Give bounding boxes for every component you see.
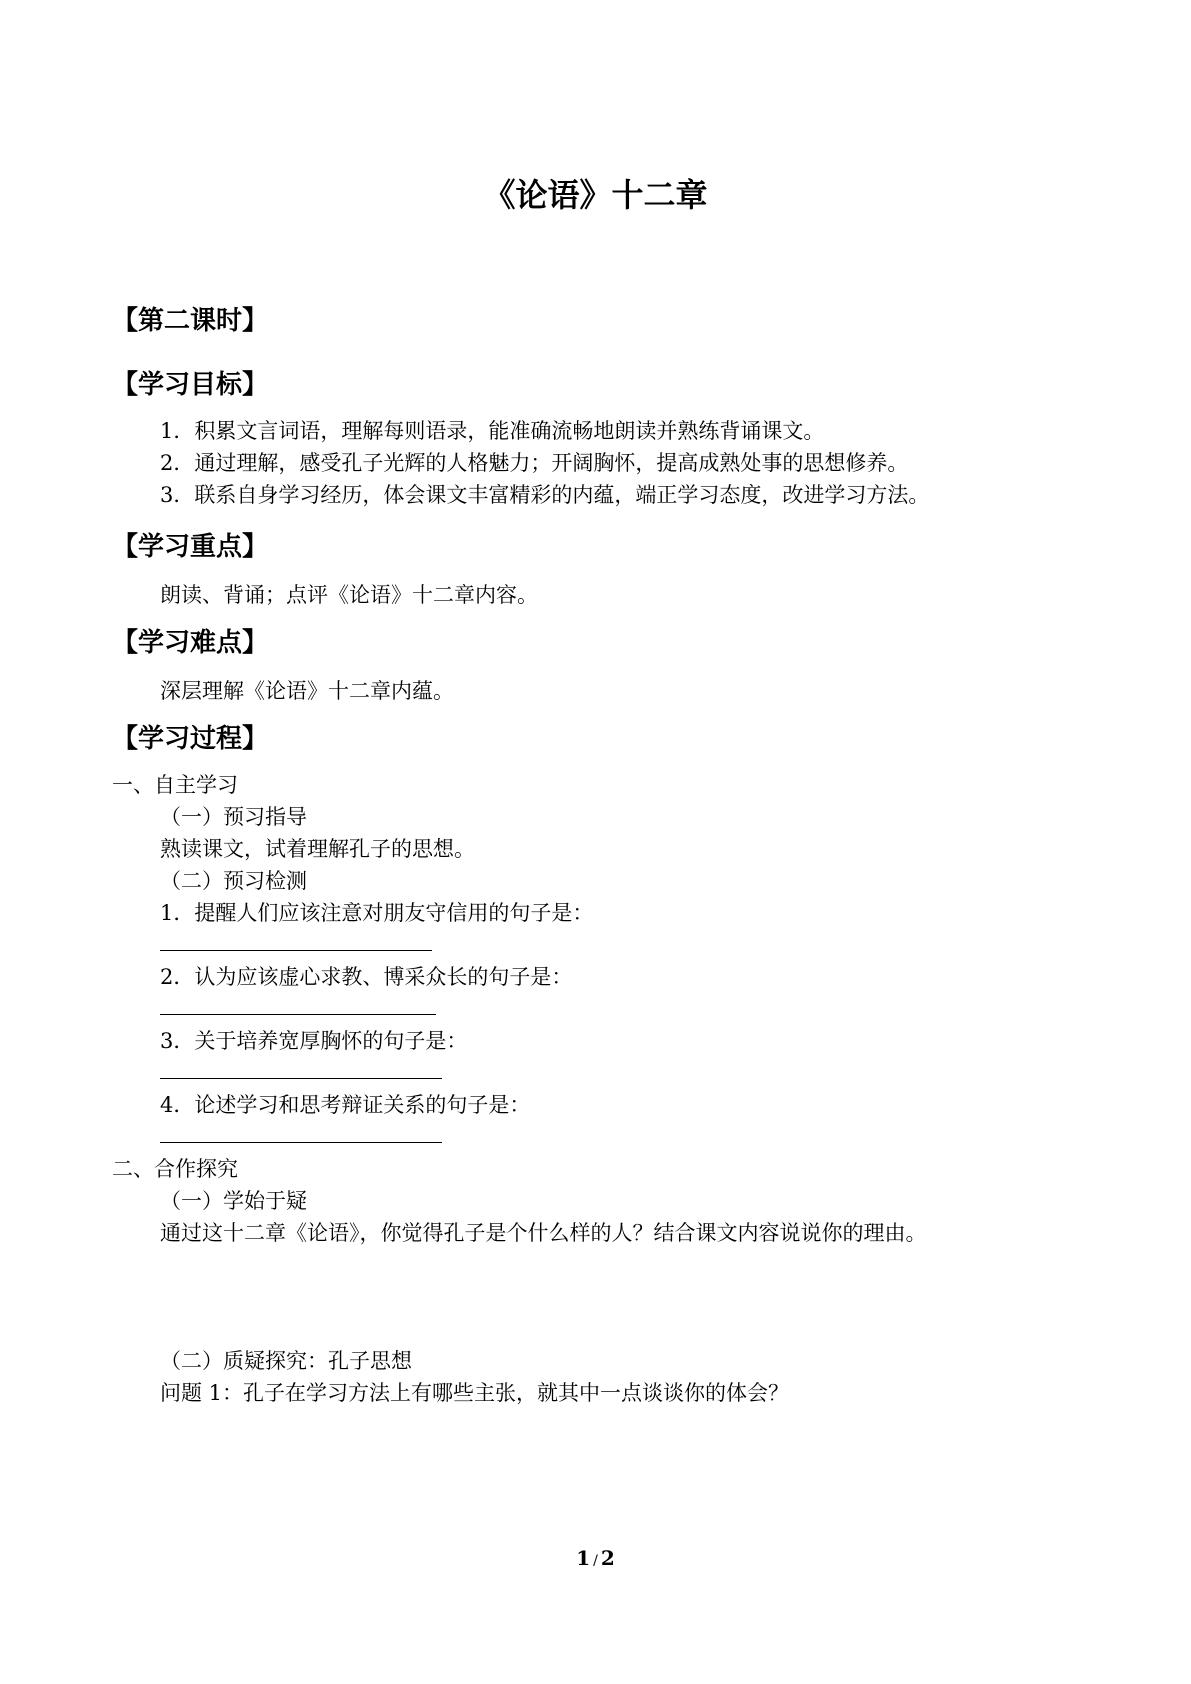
total-pages: 2 xyxy=(600,1546,615,1570)
answer-blank-line[interactable] xyxy=(160,1142,442,1143)
part2-sub1-text: 通过这十二章《论语》，你觉得孔子是个什么样的人？结合课文内容说说你的理由。 xyxy=(160,1221,927,1245)
lesson-heading: 【第二课时】 xyxy=(112,306,269,336)
difficulty-text: 深层理解《论语》十二章内蕴。 xyxy=(160,679,454,703)
part2-question1: 问题 1：孔子在学习方法上有哪些主张，就其中一点谈谈你的体会？ xyxy=(160,1381,790,1405)
document-title: 《论语》十二章 xyxy=(483,176,708,214)
question-item: 3．关于培养宽厚胸怀的句子是： xyxy=(160,1029,468,1053)
key-points-text: 朗读、背诵；点评《论语》十二章内容。 xyxy=(160,583,538,607)
objective-item: 3．联系自身学习经历，体会课文丰富精彩的内蕴，端正学习态度，改进学习方法。 xyxy=(160,483,930,507)
objectives-heading: 【学习目标】 xyxy=(112,370,269,400)
part1-sub2-heading: （二）预习检测 xyxy=(160,869,307,893)
page-number xyxy=(0,1546,1191,1570)
key-points-heading: 【学习重点】 xyxy=(112,532,269,562)
answer-blank-line[interactable] xyxy=(160,1014,436,1015)
objective-item: 2．通过理解，感受孔子光辉的人格魅力；开阔胸怀，提高成熟处事的思想修养。 xyxy=(160,451,909,475)
difficulty-heading: 【学习难点】 xyxy=(112,628,269,658)
process-heading: 【学习过程】 xyxy=(112,724,269,754)
question-item: 2．认为应该虚心求教、博采众长的句子是： xyxy=(160,965,573,989)
objective-item: 1．积累文言词语，理解每则语录，能准确流畅地朗读并熟练背诵课文。 xyxy=(160,419,825,443)
part1-heading: 一、自主学习 xyxy=(112,773,238,797)
page-separator: / xyxy=(593,1553,598,1569)
part2-sub2-heading: （二）质疑探究：孔子思想 xyxy=(160,1349,412,1373)
part1-sub1-heading: （一）预习指导 xyxy=(160,805,307,829)
part1-sub1-text: 熟读课文，试着理解孔子的思想。 xyxy=(160,837,475,861)
question-item: 4．论述学习和思考辩证关系的句子是： xyxy=(160,1093,531,1117)
current-page: 1 xyxy=(576,1546,591,1570)
question-item: 1．提醒人们应该注意对朋友守信用的句子是： xyxy=(160,901,594,925)
part2-heading: 二、合作探究 xyxy=(112,1157,238,1181)
answer-blank-line[interactable] xyxy=(160,1078,442,1079)
answer-blank-line[interactable] xyxy=(160,950,432,951)
part2-sub1-heading: （一）学始于疑 xyxy=(160,1189,307,1213)
